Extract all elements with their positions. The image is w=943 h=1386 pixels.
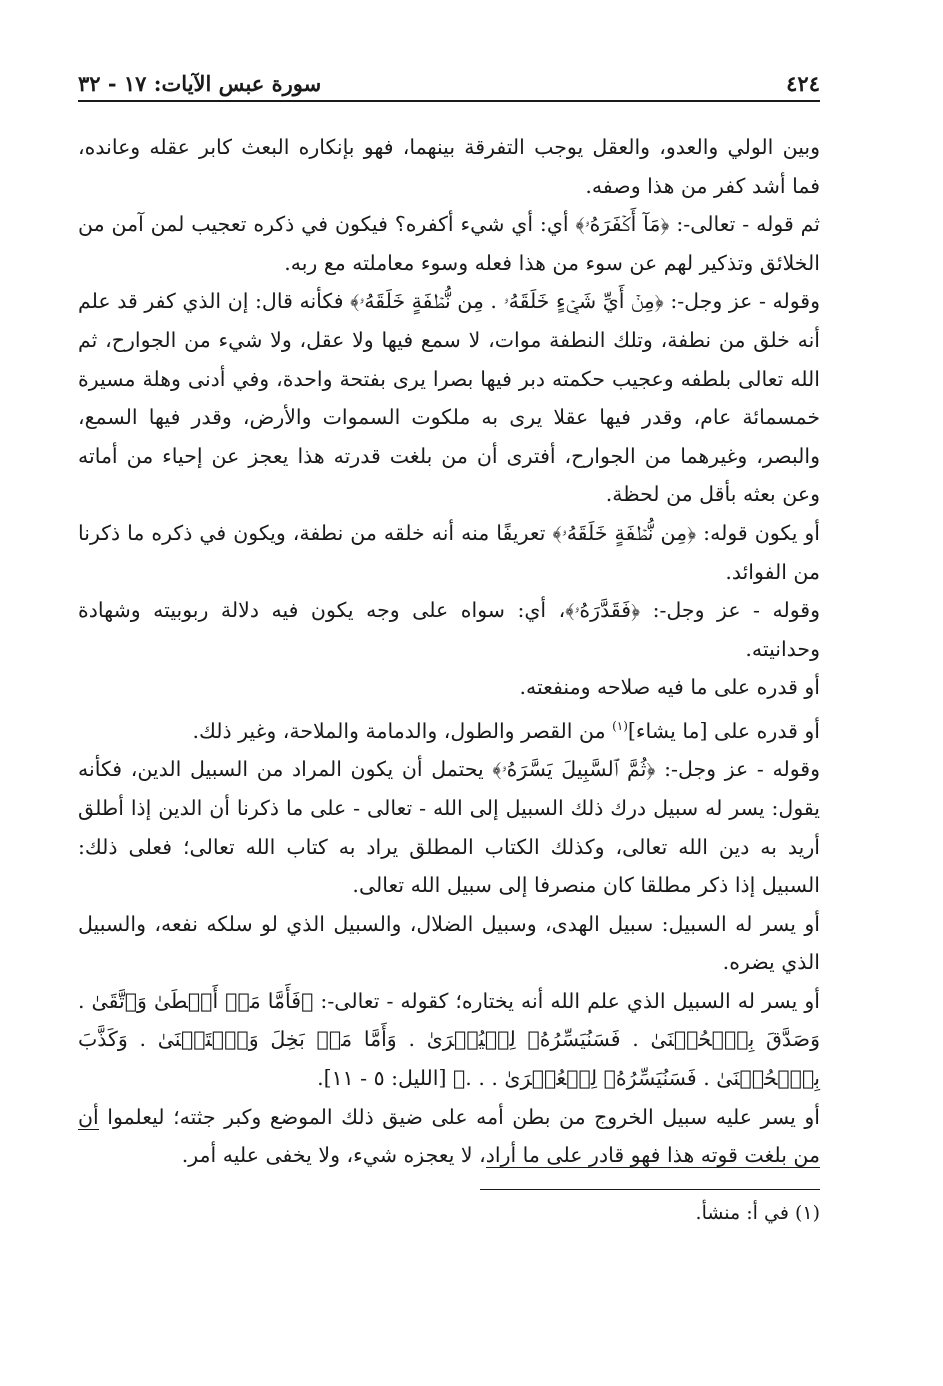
page-number: ٤٢٤ bbox=[786, 71, 820, 96]
paragraph: أو يسر له السبيل: سبيل الهدى، وسبيل الضلال، والسبيل الذي لو سلكه نفعه، والسبيل الذي يضره. bbox=[78, 911, 820, 975]
paragraph: وبين الولي والعدو، والعقل يوجب التفرقة بينهما، فهو بإنكاره البعث كابر عقله وعانده، فما أشد كفر من هذا وصفه. bbox=[78, 135, 820, 198]
footnote-divider bbox=[480, 1189, 820, 1190]
paragraph: وقوله - عز وجل-: ﴿مِنۡ أَيِّ شَيۡءٍ خَلَقَهُۥ . مِن نُّطۡفَةٍ خَلَقَهُۥ﴾ فكأنه قال: إن الذي كفر قد علم أنه خلق من نطفة، وتلك النطفة موات، لا سمع فيها ولا عقل، ولا شيء من الجوارح، ثم الله تعالى بلطفه وعجيب حكمته دبر فيها بصرا يرى بفتحة واحدة، وفي أدنى وهلة مسيرة خمسمائة عام، وقدر فيها عقلا يرى به ملكوت السموات والأرض، وقدر فيها السمع، والبصر، وغيرهما من الجوارح، أفترى أن من بلغت قدرته هذا يعجز عن إحياء من أماته وعن بعثه بأقل من لحظة. bbox=[78, 289, 820, 507]
paragraph: أو قدره على ما فيه صلاحه ومنفعته. bbox=[519, 675, 820, 700]
footnote-reference: (١) bbox=[612, 718, 628, 733]
paragraph: ثم قوله - تعالى-: ﴿مَآ أَكۡفَرَهُۥ﴾ أي: أي شيء أكفره؟ فيكون في ذكره تعجيب لمن آمن من الخلائق وتذكير لهم عن سوء من هذا فعله وسوء معاملته مع ربه. bbox=[78, 212, 820, 275]
paragraph: أو يكون قوله: ﴿مِن نُّطۡفَةٍ خَلَقَهُۥ﴾ تعريفًا منه أنه خلقه من نطفة، ويكون في ذكره ما ذكرنا من الفوائد. bbox=[78, 520, 820, 584]
surah-title: سورة عبس الآيات: ١٧ - ٣٢ bbox=[78, 71, 322, 96]
paragraph: أو يسر له السبيل الذي علم الله أنه يختاره؛ كقوله - تعالى-: ﴿فَأَمَّا مَنۡ أَعۡطَىٰ وَٱتَّقَىٰ . وَصَدَّقَ بِٱلۡحُسۡنَىٰ . فَسَنُيَسِّرُهُۥ لِلۡيُسۡرَىٰ . وَأَمَّا مَنۢ بَخِلَ وَٱسۡتَغۡنَىٰ . وَكَذَّبَ بِٱلۡحُسۡنَىٰ . فَسَنُيَسِّرُهُۥ لِلۡعُسۡرَىٰ . . .﴾ [الليل: ٥ - ١١]. bbox=[78, 988, 820, 1091]
paragraph-text: ، لا يعجزه شيء، ولا يخفى عليه أمر. bbox=[181, 1143, 486, 1168]
footnote: (١) في أ: منشأ. bbox=[695, 1201, 820, 1224]
paragraph: وقوله - عز وجل-: ﴿ثُمَّ ٱلسَّبِيلَ يَسَّرَهُۥ﴾ يحتمل أن يكون المراد من السبيل الدين، فكأنه يقول: يسر له سبيل درك ذلك السبيل إلى الله - تعالى - على ما ذكرنا أن الدين إذا أطلق أريد به دين الله تعالى، وكذلك الكتاب المطلق يراد به كتاب الله تعالى؛ فعلى ذلك: السبيل إذا ذكر مطلقا كان منصرفا إلى سبيل الله تعالى. bbox=[78, 757, 820, 898]
paragraph: وقوله - عز وجل-: ﴿فَقَدَّرَهُۥ﴾، أي: سواه على وجه يكون فيه دلالة ربوبيته وشهادة وحدانيته. bbox=[78, 598, 820, 661]
paragraph bbox=[78, 707, 820, 750]
running-header bbox=[78, 58, 820, 102]
paragraph bbox=[78, 1098, 820, 1175]
underlined-text: أن من بلغت قوته هذا فهو قادر على ما أراد bbox=[78, 1104, 820, 1168]
paragraph-text: أو يسر عليه سبيل الخروج من بطن أمه على ضيق ذلك الموضع وكبر جثته؛ ليعلموا bbox=[107, 1104, 820, 1129]
book-page bbox=[78, 58, 820, 1348]
body-text bbox=[78, 128, 820, 1175]
paragraph-text: من القصر والطول، والدمامة والملاحة، وغير ذلك. bbox=[192, 718, 613, 743]
paragraph-text: أو قدره على [ما يشاء] bbox=[627, 718, 820, 743]
